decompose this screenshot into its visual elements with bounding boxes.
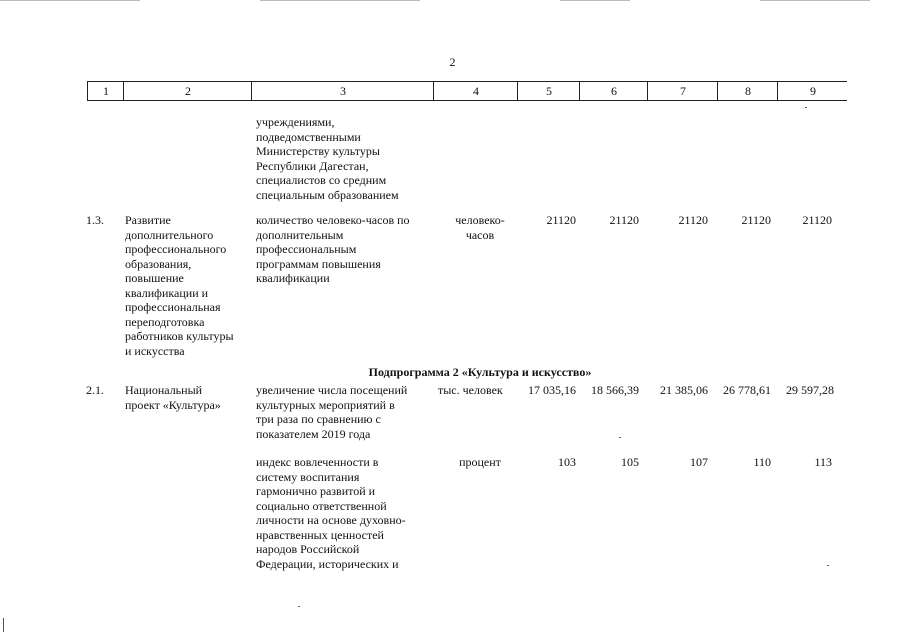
value-col9: 21120 — [802, 213, 832, 227]
value-col7: 21120 — [678, 213, 708, 227]
column-header: 2 — [123, 82, 252, 100]
value-col6: 21120 — [609, 213, 639, 227]
column-header-row — [87, 81, 847, 101]
scan-artifact — [0, 0, 140, 1]
column-header: 6 — [579, 82, 648, 100]
page-number: 2 — [449, 55, 456, 69]
scan-artifact — [805, 107, 807, 108]
column-header: 7 — [647, 82, 718, 100]
scan-artifact — [298, 606, 300, 607]
activity-name: Развитие дополнительного профессионального образования, повышение квалификации и профессиональная переподготовка работников культуры и искусства — [125, 213, 234, 358]
scan-artifact — [619, 437, 621, 438]
unit: человеко- часов — [455, 213, 505, 242]
value-col6: 18 566,39 — [591, 383, 639, 397]
column-header: 9 — [777, 82, 848, 100]
value-col7: 21 385,06 — [660, 383, 708, 397]
scan-artifact — [560, 0, 630, 1]
indicator-text: учреждениями, подведомственными Министерству культуры Республики Дагестан, специалистов со средним специальным образованием — [256, 115, 399, 202]
value-col5: 103 — [558, 455, 576, 469]
unit: процент — [459, 455, 501, 469]
scan-artifact — [827, 565, 829, 566]
value-col7: 107 — [690, 455, 708, 469]
scan-artifact — [260, 0, 420, 1]
value-col9: 113 — [814, 455, 832, 469]
scan-artifact — [3, 618, 4, 632]
value-col8: 26 778,61 — [723, 383, 771, 397]
value-col6: 105 — [621, 455, 639, 469]
value-col9: 29 597,28 — [786, 383, 834, 397]
column-header: 4 — [433, 82, 518, 100]
scan-artifact — [760, 0, 870, 1]
value-col5: 17 035,16 — [528, 383, 576, 397]
column-header: 1 — [87, 82, 124, 100]
indicator-text: количество человеко-часов по дополнительным профессиональным программам повышения квалификации — [256, 213, 410, 285]
row-number: 1.3. — [86, 213, 104, 227]
activity-name: Национальный проект «Культура» — [125, 383, 221, 412]
subprogram-title: Подпрограмма 2 «Культура и искусство» — [368, 365, 592, 379]
column-header: 5 — [517, 82, 580, 100]
value-col8: 21120 — [741, 213, 771, 227]
row-number: 2.1. — [86, 383, 104, 397]
indicator-text: увеличение числа посещений культурных мероприятий в три раза по сравнению с показателем 2019 года — [256, 383, 408, 441]
indicator-text: индекс вовлеченности в систему воспитания гармонично развитой и социально ответственной личности на основе духовно- нравственных ценностей народов Российской Федерации, исторических и — [256, 455, 406, 571]
value-col5: 21120 — [546, 213, 576, 227]
value-col8: 110 — [753, 455, 771, 469]
unit: тыс. человек — [438, 383, 503, 397]
column-header: 3 — [251, 82, 434, 100]
column-header: 8 — [717, 82, 778, 100]
